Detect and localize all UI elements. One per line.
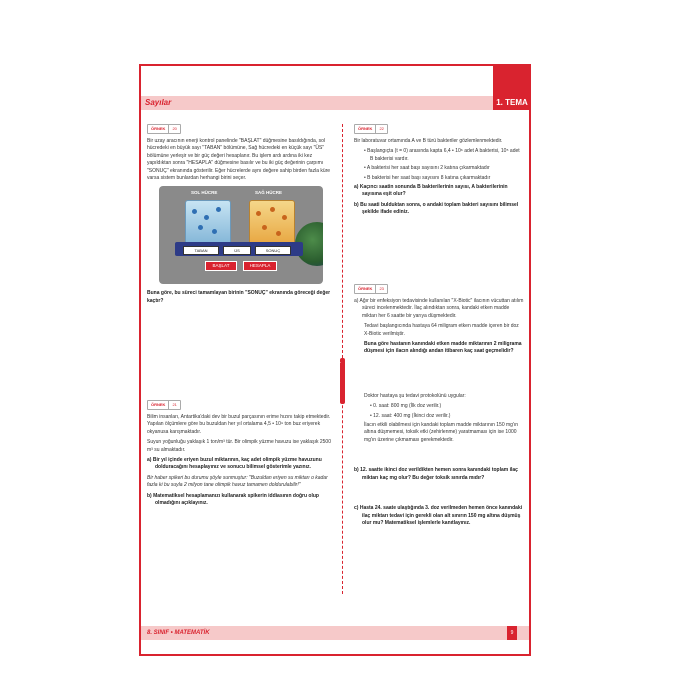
list-item: • A bakterisi her saat başı sayısını 2 katına çıkarmaktadır — [364, 165, 490, 172]
page-number: 9 — [507, 626, 517, 640]
list-item: • 12. saat: 400 mg (İkinci doz verilir.) — [370, 412, 451, 419]
example-21 — [147, 400, 335, 510]
workbook-page — [139, 64, 531, 656]
example-20-question: Buna göre, bu süreci tamamlayan birinin "SONUÇ" ekranında göreceği değer kaçtır? — [147, 290, 331, 304]
example-23-text-4: İlacın etkili olabilmesi için kandaki toplam madde miktarının 150 mg'ın altına düşmemesi, toksik etki (zehirlenme) yaratmaması için ise 1000 mg'ın üzerine çıkmaması gerekmektedir. — [364, 422, 519, 443]
example-22-text: Bir laboratuvar ortamında A ve B türü bakteriler gözlemlenmektedir. — [354, 138, 503, 144]
example-number: 20 — [168, 125, 179, 132]
spacer — [354, 447, 524, 467]
energy-panel-illustration — [159, 186, 323, 284]
example-tag — [354, 284, 388, 294]
example-21-text-2: Suyun yoğunluğu yaklaşık 1 ton/m³ tür. Bir olimpik yüzme havuzu ise yaklaşık 2500 m³ su almaktadır. — [147, 439, 331, 453]
example-tag — [147, 124, 181, 134]
sphere-icon — [276, 231, 281, 236]
example-21-text-3: Bir haber spikeri bu durumu şöyle sunmuştur: "Buzuldan eriyen su miktarı o kadar fazla ki bu suyla 2 milyon tane olimpik havuz tamamen doldurulabilir!" — [147, 474, 328, 489]
list-item-text: 0. saat: 800 mg (İlk doz verilir.) — [373, 403, 442, 410]
example-23-text-2: Tedavi başlangıcında hastaya 64 miligram etken madde içeren bir doz X-Biotic verilmiştir. — [364, 323, 519, 337]
list-item: • B bakterisi her saat başı sayısını 8 katına çıkarmaktadır — [364, 174, 491, 181]
spacer — [354, 359, 524, 393]
example-23-question-b: b) 12. saatte ikinci doz verildikten hemen sonra kanındaki toplam ilaç miktarı kaç mg olur? Bu değer toksik sınırda mıdır? — [354, 467, 518, 481]
example-tag-label: ÖRNEK — [358, 126, 373, 132]
baslat-button[interactable]: BAŞLAT — [205, 261, 237, 271]
spacer — [354, 485, 524, 505]
list-item: • Başlangıçta (t = 0) arasında kapta 6,4 • 10⁶ adet A bakterisi, 10⁵ adet B bakterisi vardır. — [364, 148, 520, 162]
sphere-icon — [256, 211, 261, 216]
subject-label: Sayılar — [145, 98, 172, 107]
sphere-icon — [282, 215, 287, 220]
hesapla-button[interactable]: HESAPLA — [243, 261, 277, 271]
right-cell-label: SAĞ HÜCRE — [255, 190, 283, 196]
sphere-icon — [212, 229, 217, 234]
example-20 — [147, 124, 335, 308]
list-item: • 0. saat: 800 mg (İlk doz verilir.) — [370, 403, 442, 410]
example-23 — [354, 284, 524, 530]
sphere-icon — [198, 225, 203, 230]
example-22-question-a: a) Kaçıncı saatin sonunda B bakterilerinin sayısı, A bakterilerinin sayısına eşit olur? — [354, 184, 508, 198]
example-number: 23 — [375, 285, 386, 292]
example-21-text: Bilim insanları, Antartika'daki dev bir buzul parçasının erime hızını takip etmektedir. Yapılan ölçümlere göre bu buzuldan her yıl ortalama 4,5 • 10⁹ ton buz eriyerek okyanusa karışmaktadır. — [147, 414, 331, 435]
example-23-intro: a) Ağır bir enfeksiyon tedavisinde kullanılan "X-Biotic" ilacının vücuttan atılım süreci incelenmektedir. İlaç alındıktan sonra, kandaki etken madde miktarı her 6 saatte bir yarıya düşmektedir. — [354, 298, 524, 319]
example-23-question-c: c) Hasta 24. saate ulaştığında 3. doz verilmeden hemen önce kanındaki ilaç miktarı tedavi için gerekli olan alt sınırın 150 mg altına düşmüş olur mu? Matematiksel işlemlerle kanıtlayınız. — [354, 505, 523, 526]
example-23-question-a: Buna göre hastanın kanındaki etken madde miktarının 2 miligrama düşmesi için ilacın alındığı andan itibaren kaç saat geçmelidir? — [364, 341, 522, 355]
footer-label: 8. SINIF • MATEMATİK — [147, 630, 210, 636]
list-item-text: Başlangıçta (t = 0) arasında kapta 6,4 • 10⁶ adet A bakterisi, 10⁵ adet B bakterisi vardır. — [367, 148, 520, 162]
example-tag — [147, 400, 181, 410]
list-item-text: 12. saat: 400 mg (İkinci doz verilir.) — [373, 412, 451, 419]
sphere-icon — [270, 207, 275, 212]
sphere-icon — [262, 225, 267, 230]
left-cell — [185, 200, 231, 248]
list-item-text: B bakterisi her saat başı sayısını 8 katına çıkarmaktadır — [367, 174, 491, 181]
right-cell — [249, 200, 295, 248]
list-item-text: A bakterisi her saat başı sayısını 2 katına çıkarmaktadır — [366, 165, 490, 172]
example-23-text-3: Doktor hastaya şu tedavi protokolünü uygular: — [364, 392, 466, 399]
sonuc-display: SONUÇ — [255, 246, 291, 255]
sphere-icon — [192, 209, 197, 214]
example-21-question-a: a) Bir yıl içinde eriyen buzul miktarının, kaç adet olimpik yüzme havuzunu dolduracağını hesaplayınız ve sonucu bilimsel gösterimle yazınız. — [147, 457, 322, 471]
example-number: 22 — [375, 125, 386, 132]
example-tag-label: ÖRNEK — [151, 402, 166, 408]
footer-bar — [141, 626, 529, 640]
side-badge — [337, 358, 345, 404]
example-20-text: Bir uzay aracının enerji kontrol panelinde "BAŞLAT" düğmesine basıldığında, sol hücredeki en büyük sayı "TABAN" bölümüne, Sağ hücredeki en küçük sayı "ÜS" bölümüne yerleşir ve bir güç değeri hesaplanır. Bu işlem ardı ardına iki kez yapıldıktan sonra "HESAPLA" düğmesine basılır ve bu iki güç değerinin çarpımı "SONUÇ" ekranında gösterilir. Eğer hücrelerde aynı değere sahip birden fazla küre varsa sistem bunlardan herhangi birini seçer. — [147, 138, 331, 182]
example-21-question-b: b) Matematiksel hesaplamanızı kullanarak spikerin iddiasının doğru olup olmadığını açıklayınız. — [147, 492, 319, 507]
example-tag-label: ÖRNEK — [151, 126, 166, 132]
taban-display: TABAN — [183, 246, 219, 255]
header-bar — [141, 96, 529, 110]
side-badge-label: Sınıf Arkadaşım — [337, 358, 341, 383]
theme-tab-label: 1. TEMA — [496, 98, 528, 107]
example-22 — [354, 124, 524, 220]
example-tag-label: ÖRNEK — [358, 286, 373, 292]
left-cell-label: SOL HÜCRE — [191, 190, 218, 196]
example-tag — [354, 124, 388, 134]
example-number: 21 — [168, 401, 179, 408]
theme-tab — [493, 66, 531, 110]
us-display: ÜS — [223, 246, 251, 255]
sphere-icon — [216, 207, 221, 212]
sphere-icon — [204, 215, 209, 220]
example-22-question-b: b) Bu saati bulduktan sonra, o andaki toplam bakteri sayısını bilimsel şekilde ifade ediniz. — [354, 201, 519, 216]
